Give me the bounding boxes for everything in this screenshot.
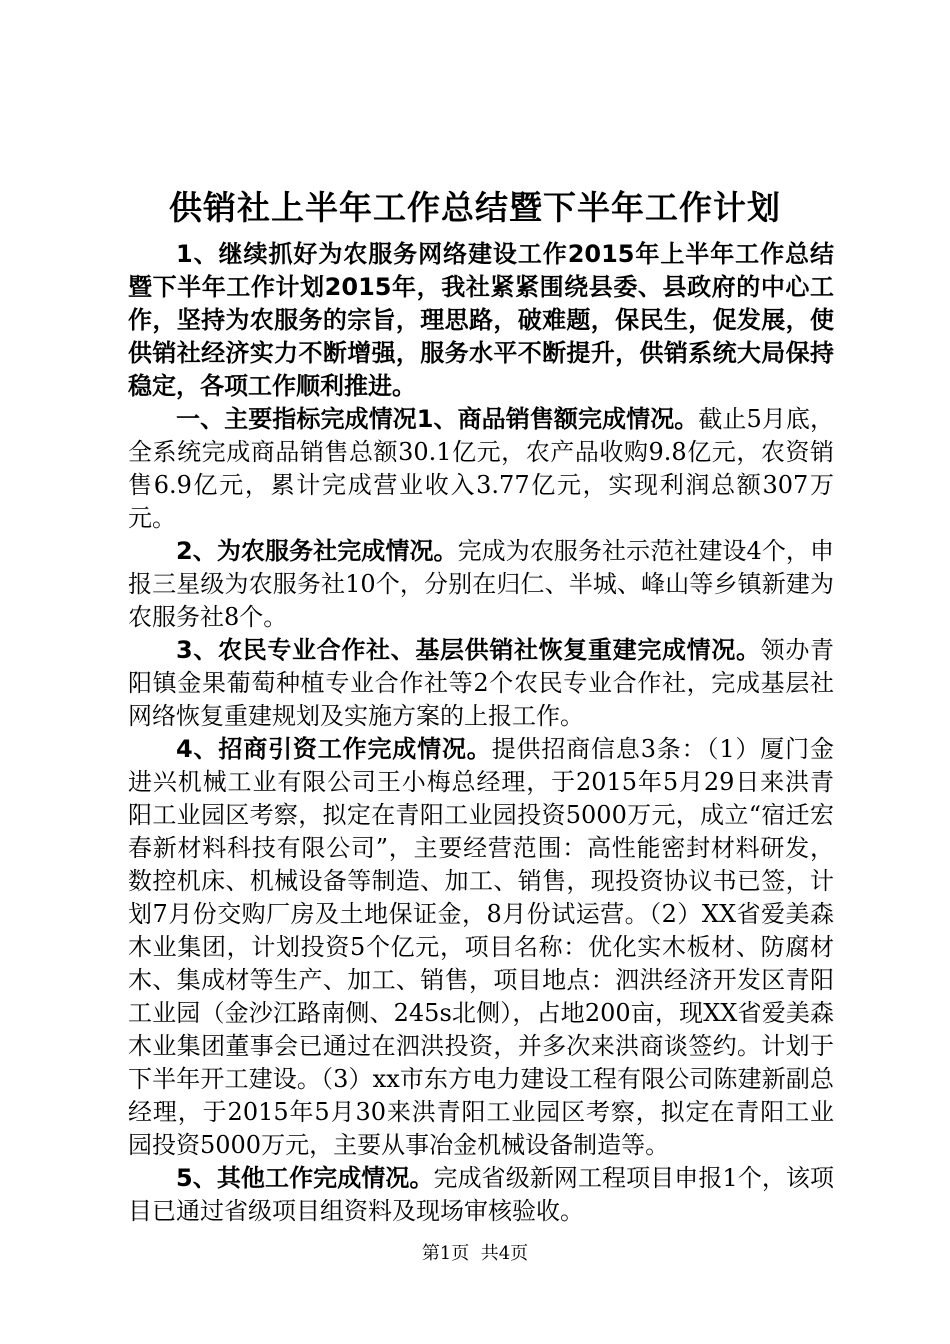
document-title: 供销社上半年工作总结暨下半年工作计划 — [169, 188, 781, 227]
section-text: 完成省级新网工程项目申报1个，该项目已通过省级项目组资料及现场审核验收。 — [128, 1164, 834, 1225]
section-heading: 一、主要指标完成情况1、商品销售额完成情况。 — [176, 405, 699, 433]
section-paragraph-2 — [128, 535, 834, 634]
section-text: 截止5月底，全系统完成商品销售总额30.1亿元，农产品收购9.8亿元，农资销售6.9亿元，累计完成营业收入3.77亿元，实现利润总额307万元。 — [128, 405, 834, 532]
section-heading: 4、招商引资工作完成情况。 — [176, 735, 492, 763]
section-paragraph-1 — [128, 403, 834, 535]
section-heading: 5、其他工作完成情况。 — [176, 1164, 434, 1192]
section-text: 提供招商信息3条：（1）厦门金进兴机械工业有限公司王小梅总经理，于2015年5月29日来洪青阳工业园区考察，拟定在青阳工业园投资5000万元，成立“宿迁宏春新材料科技有限公司”，主要经营范围：高性能密封材料研发，数控机床、机械设备等制造、加工、销售，现投资协议书已签，计划7月份交购厂房及土地保证金，8月份试运营。（2）XX省爱美森木业集团，计划投资5个亿元，项目名称：优化实木板材、防腐材木、集成材等生产、加工、销售，项目地点：泗洪经济开发区青阳工业园（金沙江路南侧、245s北侧），占地200亩，现XX省爱美森木业集团董事会已通过在泗洪投资，并多次来洪商谈签约。计划于下半年开工建设。（3）xx市东方电力建设工程有限公司陈建新副总经理，于2015年5月30来洪青阳工业园区考察，拟定在青阳工业园投资5000万元，主要从事冶金机械设备制造等。 — [128, 735, 834, 1159]
section-paragraph-3 — [128, 634, 834, 733]
document-body — [128, 238, 834, 1228]
section-paragraph-5 — [128, 1162, 834, 1228]
page-total: 共4页 — [480, 1243, 529, 1264]
section-text: 领办青阳镇金果葡萄种植专业合作社等2个农民专业合作社，完成基层社网络恢复重建规划及实施方案的上报工作。 — [128, 636, 835, 730]
page-footer — [0, 1242, 950, 1266]
section-heading: 2、为农服务社完成情况。 — [176, 537, 458, 565]
section-heading: 3、农民专业合作社、基层供销社恢复重建完成情况。 — [176, 636, 761, 664]
section-paragraph-4 — [128, 733, 834, 1162]
page-number: 第1页 — [421, 1243, 470, 1264]
section-text: 完成为农服务社示范社建设4个，申报三星级为农服务社10个，分别在归仁、半城、峰山等乡镇新建为农服务社8个。 — [128, 537, 834, 631]
intro-paragraph: 1、继续抓好为农服务网络建设工作2015年上半年工作总结暨下半年工作计划2015年，我社紧紧围绕县委、县政府的中心工作，坚持为农服务的宗旨，理思路，破难题，保民生，促发展，使供销社经济实力不断增强，服务水平不断提升，供销系统大局保持稳定，各项工作顺利推进。 — [128, 240, 834, 400]
